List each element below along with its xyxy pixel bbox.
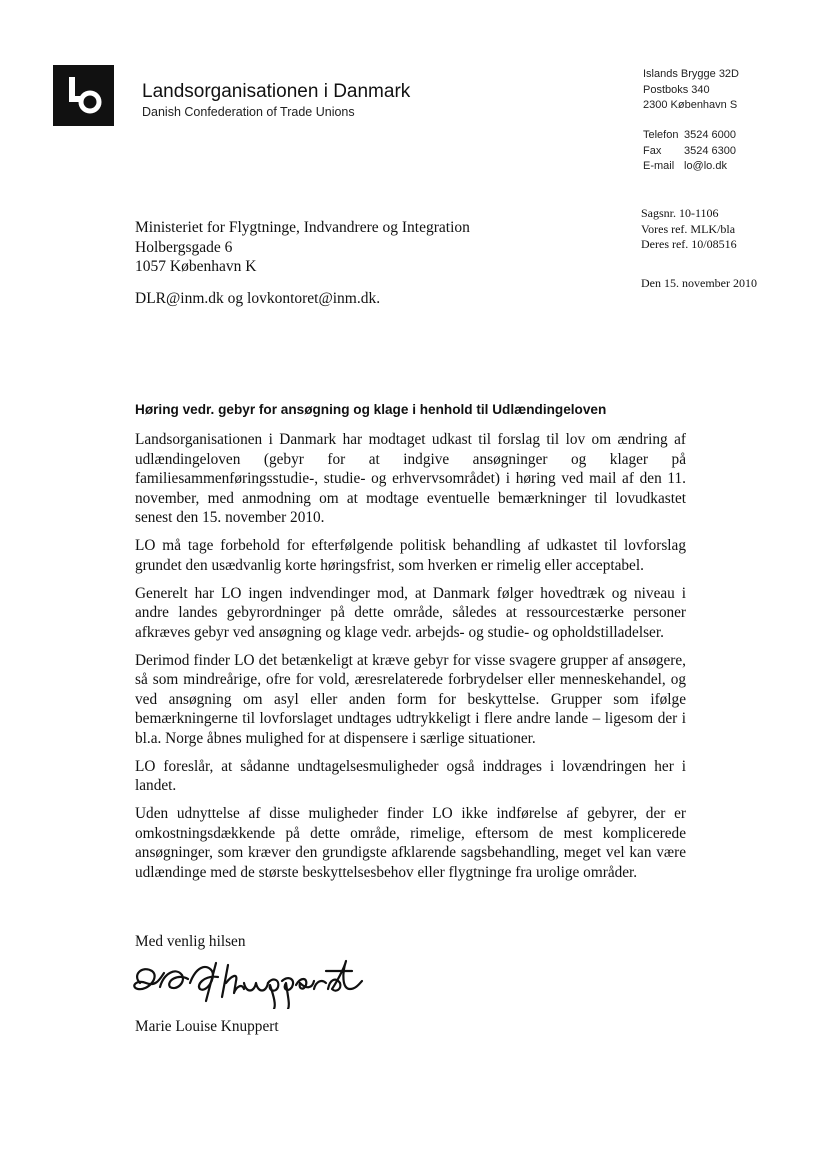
contact-value: 3524 6300 [684,144,736,157]
contact-value: lo@lo.dk [684,160,727,172]
body-paragraph: Generelt har LO ingen indvendinger mod, at Danmark følger hovedtræk og niveau i andre landes gebyrordninger på dette område, således at ressourcestærke personer afkræves gebyr ved ansøgning og klage vedr. arbejds- og studie- og opholdstilladelser. [135,584,686,641]
your-reference: Deres ref. 10/08516 [641,237,737,251]
contact-row-email [643,159,736,175]
contact-row-fax [643,144,736,160]
closing-greeting: Med venlig hilsen [135,933,246,950]
org-name: Landsorganisationen i Danmark [142,81,411,102]
address-line: Postboks 340 [643,83,710,96]
body-paragraph: Uden udnyttelse af disse muligheder finder LO ikke indførelse af gebyrer, der er omkostningsdækkende på dette område, rimelige, eftersom de mest komplicerede ansøgninger, som kræver den grundigste afklarende sagsbehandling, meget vel kan være udlændinge med de største beskyttelsesbehov eller flygtninge fra urolige områder. [135,805,686,881]
case-number: Sagsnr. 10-1106 [641,206,719,220]
letterhead-address [643,67,739,114]
letterhead-contacts [643,128,736,175]
contact-row-phone [643,128,736,144]
body-paragraph: LO må tage forbehold for efterfølgende politisk behandling af udkastet til lovforslag grundet den usædvanlig korte høringsfrist, som hverken er rimelig eller acceptabel. [135,537,686,574]
contact-label: Telefon [643,129,679,141]
org-subtitle: Danish Confederation of Trade Unions [142,105,355,119]
reference-block [641,206,737,253]
contact-label: Fax [643,144,662,157]
contact-label: E-mail [643,160,675,172]
body-paragraph: LO foreslår, at sådanne undtagelsesmuligheder også inddrages i lovændringen her i landet. [135,757,686,794]
address-line: Islands Brygge 32D [643,68,739,80]
body-paragraph: Landsorganisationen i Danmark har modtaget udkast til forslag til lov om ændring af udlændingeloven (gebyr for at indgive ansøgninger og klager på familiesammenføringsstudie-, studie- og erhvervsområdet) i høring ved mail af den 11. november, med anmodning om at modtage eventuelle bemærkninger til lovudkastet senest den 15. november 2010. [135,431,686,526]
handwritten-signature [130,953,365,1009]
recipient-line: Holbergsgade 6 [135,238,233,256]
our-reference: Vores ref. MLK/bla [641,221,736,236]
address-line: 2300 København S [643,99,738,111]
body-paragraph: Derimod finder LO det betænkeligt at kræve gebyr for visse svagere grupper af ansøgere, så som mindreårige, ofre for vold, æresrelaterede forbrydelser eller menneskehandel, og ved ansøgning om asyl eller anden form for beskyttelse. Grupper som ifølge bemærkningerne til lovforslaget undtages udtrykkeligt i flere andre lande – ligesom der i bl.a. Norge åbnes mulighed for at dispensere i særlige situationer. [135,651,686,747]
recipient-email: DLR@inm.dk og lovkontoret@inm.dk. [135,290,381,307]
letter-subject: Høring vedr. gebyr for ansøgning og klage i henhold til Udlændingeloven [135,402,607,417]
letter-date: Den 15. november 2010 [641,276,757,290]
recipient-line: 1057 København K [135,258,257,275]
letter-body [135,430,686,891]
signer-name: Marie Louise Knuppert [135,1018,279,1035]
recipient-address [135,218,470,277]
recipient-line: Ministeriet for Flygtninge, Indvandrere og Integration [135,219,470,236]
lo-logo [53,65,114,126]
contact-value: 3524 6000 [684,129,736,141]
